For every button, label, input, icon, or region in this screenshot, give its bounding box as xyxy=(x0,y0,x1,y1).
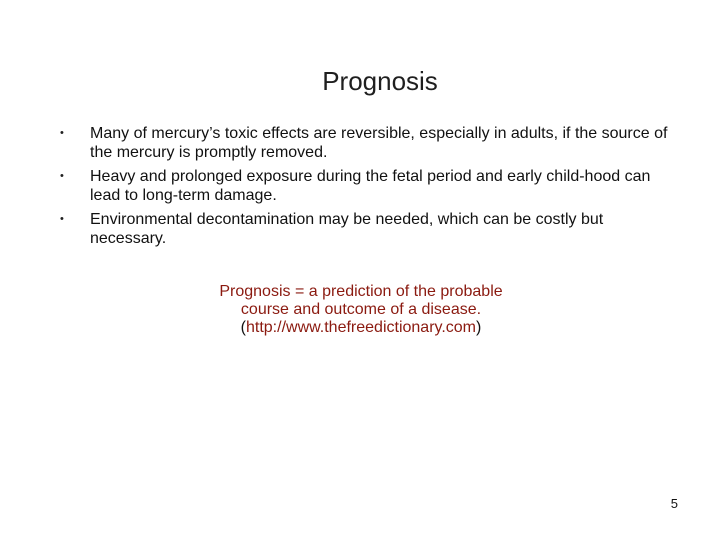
page-number: 5 xyxy=(670,496,678,511)
source-close-paren: ) xyxy=(476,319,482,336)
bullet-text: Many of mercury’s toxic effects are reversible, especially in adults, if the source of the mercury is promptly removed. xyxy=(90,125,668,161)
bullet-marker-icon: • xyxy=(60,127,64,139)
definition-line: course and outcome of a disease. xyxy=(240,301,482,318)
bullet-text: Environmental decontamination may be needed, which can be costly but necessary. xyxy=(90,211,604,247)
bullet-marker-icon: • xyxy=(60,170,64,182)
definition-source xyxy=(2,319,720,337)
definition-note xyxy=(0,283,720,337)
bullet-item xyxy=(60,210,670,248)
source-open-paren: ( xyxy=(240,319,246,336)
slide-title: Prognosis xyxy=(322,66,438,96)
bullet-item xyxy=(60,167,670,205)
source-url: http://www.thefreedictionary.com xyxy=(245,319,477,336)
bullet-text: Heavy and prolonged exposure during the fetal period and early child-hood can lead to long-term damage. xyxy=(90,168,651,204)
bullet-marker-icon: • xyxy=(60,213,64,225)
bullet-list xyxy=(60,124,670,253)
definition-line: Prognosis = a prediction of the probable xyxy=(219,283,503,300)
bullet-item xyxy=(60,124,670,162)
